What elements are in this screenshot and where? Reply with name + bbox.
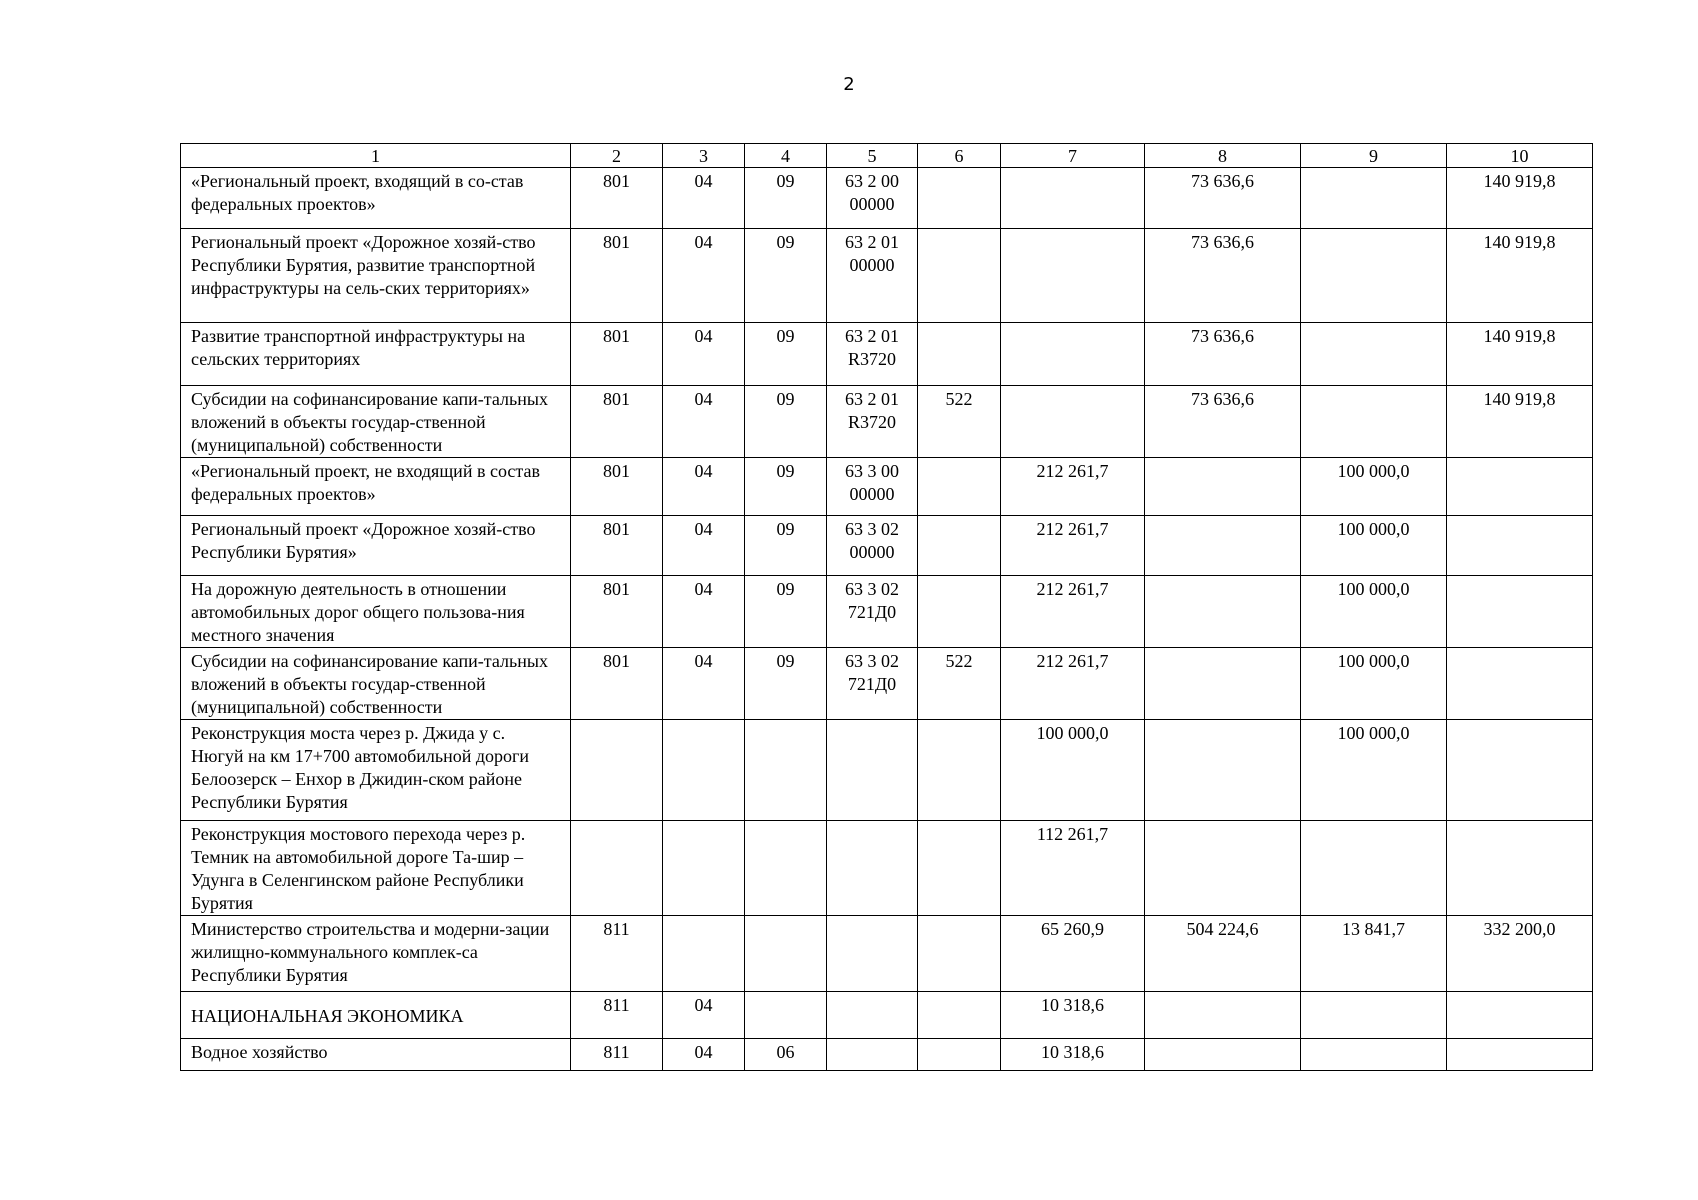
column-header: 1: [181, 144, 571, 168]
table-row: [181, 992, 1593, 1039]
row-name: НАЦИОНАЛЬНАЯ ЭКОНОМИКА: [181, 992, 571, 1039]
row-name: Реконструкция мостового перехода через р. Темник на автомобильной дороге Та-шир – Удунга в Селенгинском районе Республики Бурятия: [181, 821, 571, 916]
cell-rzpr-code: 801: [571, 323, 663, 386]
cell-section: 04: [663, 648, 745, 720]
cell-col10: [1447, 458, 1593, 516]
cell-col8: [1145, 821, 1301, 916]
cell-rzpr-code: 801: [571, 168, 663, 229]
page-number: 2: [843, 74, 855, 95]
column-header: 8: [1145, 144, 1301, 168]
cell-col8: [1145, 720, 1301, 821]
cell-col9: [1301, 992, 1447, 1039]
column-header: 4: [745, 144, 827, 168]
cell-target-article: [827, 916, 918, 992]
cell-expense-type: [918, 1039, 1001, 1071]
cell-col7: 10 318,6: [1001, 1039, 1145, 1071]
cell-expense-type: [918, 229, 1001, 323]
row-name: Субсидии на софинансирование капи-тальных вложений в объекты государ-ственной (муниципальной) собственности: [181, 648, 571, 720]
cell-col9: [1301, 168, 1447, 229]
cell-rzpr-code: 811: [571, 916, 663, 992]
cell-target-article: [827, 821, 918, 916]
cell-col10: 140 919,8: [1447, 323, 1593, 386]
cell-section: [663, 916, 745, 992]
cell-section: 04: [663, 229, 745, 323]
cell-section: 04: [663, 516, 745, 576]
cell-col7: 10 318,6: [1001, 992, 1145, 1039]
cell-target-article: 63 2 01 R3720: [827, 386, 918, 458]
cell-section: 04: [663, 458, 745, 516]
cell-rzpr-code: 811: [571, 992, 663, 1039]
cell-section: [663, 821, 745, 916]
table-row: [181, 516, 1593, 576]
cell-col10: [1447, 720, 1593, 821]
row-name: Развитие транспортной инфраструктуры на сельских территориях: [181, 323, 571, 386]
column-header: 3: [663, 144, 745, 168]
cell-col8: 73 636,6: [1145, 323, 1301, 386]
cell-rzpr-code: 801: [571, 386, 663, 458]
row-name: На дорожную деятельность в отношении автомобильных дорог общего пользова-ния местного значения: [181, 576, 571, 648]
row-name: Субсидии на софинансирование капи-тальных вложений в объекты государ-ственной (муниципальной) собственности: [181, 386, 571, 458]
table-row: [181, 1039, 1593, 1071]
cell-col10: 140 919,8: [1447, 168, 1593, 229]
cell-expense-type: [918, 516, 1001, 576]
cell-target-article: 63 2 01 00000: [827, 229, 918, 323]
cell-target-article: 63 3 02 00000: [827, 516, 918, 576]
cell-col7: 212 261,7: [1001, 458, 1145, 516]
cell-col7: 100 000,0: [1001, 720, 1145, 821]
cell-col8: [1145, 992, 1301, 1039]
cell-target-article: 63 3 00 00000: [827, 458, 918, 516]
cell-expense-type: [918, 323, 1001, 386]
cell-subsection: [745, 821, 827, 916]
cell-col9: [1301, 323, 1447, 386]
cell-col8: [1145, 458, 1301, 516]
cell-col10: [1447, 1039, 1593, 1071]
column-header: 10: [1447, 144, 1593, 168]
cell-col7: [1001, 229, 1145, 323]
row-name: Региональный проект «Дорожное хозяй-ство Республики Бурятия»: [181, 516, 571, 576]
cell-col9: 100 000,0: [1301, 516, 1447, 576]
column-header: 9: [1301, 144, 1447, 168]
cell-section: 04: [663, 992, 745, 1039]
cell-col7: 212 261,7: [1001, 576, 1145, 648]
cell-section: 04: [663, 323, 745, 386]
table-row: [181, 576, 1593, 648]
cell-section: 04: [663, 168, 745, 229]
cell-target-article: 63 3 02 721Д0: [827, 648, 918, 720]
cell-rzpr-code: [571, 821, 663, 916]
cell-target-article: 63 2 00 00000: [827, 168, 918, 229]
cell-col9: 100 000,0: [1301, 576, 1447, 648]
cell-col8: 73 636,6: [1145, 229, 1301, 323]
cell-col7: [1001, 386, 1145, 458]
cell-target-article: [827, 992, 918, 1039]
cell-col9: [1301, 229, 1447, 323]
cell-subsection: [745, 916, 827, 992]
cell-subsection: [745, 992, 827, 1039]
cell-col8: [1145, 1039, 1301, 1071]
table-row: [181, 323, 1593, 386]
cell-subsection: 09: [745, 516, 827, 576]
table-row: [181, 458, 1593, 516]
cell-col9: [1301, 821, 1447, 916]
cell-subsection: [745, 720, 827, 821]
cell-section: 04: [663, 576, 745, 648]
row-name: Региональный проект «Дорожное хозяй-ство Республики Бурятия, развитие транспортной инфраструктуры на сель-ских территориях»: [181, 229, 571, 323]
cell-col10: 140 919,8: [1447, 229, 1593, 323]
table-row: [181, 168, 1593, 229]
cell-col8: [1145, 648, 1301, 720]
budget-table: [180, 143, 1593, 1071]
cell-section: 04: [663, 1039, 745, 1071]
cell-col9: 100 000,0: [1301, 720, 1447, 821]
cell-col10: [1447, 992, 1593, 1039]
cell-col7: [1001, 168, 1145, 229]
cell-expense-type: [918, 168, 1001, 229]
cell-col10: 140 919,8: [1447, 386, 1593, 458]
row-name: «Региональный проект, не входящий в состав федеральных проектов»: [181, 458, 571, 516]
cell-col9: 100 000,0: [1301, 648, 1447, 720]
cell-subsection: 09: [745, 576, 827, 648]
table-row: [181, 386, 1593, 458]
cell-target-article: [827, 720, 918, 821]
column-header: 7: [1001, 144, 1145, 168]
cell-expense-type: [918, 916, 1001, 992]
cell-subsection: 09: [745, 386, 827, 458]
row-name: Министерство строительства и модерни-зации жилищно-коммунального комплек-са Республики Бурятия: [181, 916, 571, 992]
cell-expense-type: [918, 821, 1001, 916]
cell-col10: [1447, 516, 1593, 576]
cell-expense-type: [918, 576, 1001, 648]
table-row: [181, 229, 1593, 323]
table-row: [181, 648, 1593, 720]
cell-subsection: 09: [745, 229, 827, 323]
cell-col7: 212 261,7: [1001, 648, 1145, 720]
table-row: [181, 821, 1593, 916]
cell-col9: [1301, 1039, 1447, 1071]
cell-rzpr-code: [571, 720, 663, 821]
cell-expense-type: 522: [918, 386, 1001, 458]
cell-col10: [1447, 648, 1593, 720]
cell-subsection: 06: [745, 1039, 827, 1071]
cell-expense-type: [918, 992, 1001, 1039]
cell-rzpr-code: 801: [571, 229, 663, 323]
cell-rzpr-code: 801: [571, 458, 663, 516]
table-header-row: [181, 144, 1593, 168]
cell-target-article: [827, 1039, 918, 1071]
cell-rzpr-code: 801: [571, 576, 663, 648]
cell-col7: 112 261,7: [1001, 821, 1145, 916]
cell-col7: 212 261,7: [1001, 516, 1145, 576]
cell-expense-type: [918, 720, 1001, 821]
cell-target-article: 63 3 02 721Д0: [827, 576, 918, 648]
column-header: 5: [827, 144, 918, 168]
cell-section: 04: [663, 386, 745, 458]
table-row: [181, 720, 1593, 821]
cell-col8: 73 636,6: [1145, 168, 1301, 229]
cell-subsection: 09: [745, 648, 827, 720]
cell-expense-type: [918, 458, 1001, 516]
column-header: 6: [918, 144, 1001, 168]
cell-target-article: 63 2 01 R3720: [827, 323, 918, 386]
cell-col8: [1145, 516, 1301, 576]
cell-rzpr-code: 801: [571, 516, 663, 576]
cell-section: [663, 720, 745, 821]
cell-col7: 65 260,9: [1001, 916, 1145, 992]
row-name: Реконструкция моста через р. Джида у с. Нюгуй на км 17+700 автомобильной дороги Белоозерск – Енхор в Джидин-ском районе Республики Бурятия: [181, 720, 571, 821]
cell-col9: [1301, 386, 1447, 458]
cell-col10: [1447, 821, 1593, 916]
cell-col8: 73 636,6: [1145, 386, 1301, 458]
cell-col10: [1447, 576, 1593, 648]
cell-subsection: 09: [745, 323, 827, 386]
cell-rzpr-code: 801: [571, 648, 663, 720]
cell-col10: 332 200,0: [1447, 916, 1593, 992]
cell-col8: [1145, 576, 1301, 648]
cell-col8: 504 224,6: [1145, 916, 1301, 992]
column-header: 2: [571, 144, 663, 168]
cell-subsection: 09: [745, 168, 827, 229]
cell-subsection: 09: [745, 458, 827, 516]
cell-col9: 13 841,7: [1301, 916, 1447, 992]
table-row: [181, 916, 1593, 992]
row-name: Водное хозяйство: [181, 1039, 571, 1071]
cell-col7: [1001, 323, 1145, 386]
cell-rzpr-code: 811: [571, 1039, 663, 1071]
row-name: «Региональный проект, входящий в со-став федеральных проектов»: [181, 168, 571, 229]
cell-col9: 100 000,0: [1301, 458, 1447, 516]
cell-expense-type: 522: [918, 648, 1001, 720]
